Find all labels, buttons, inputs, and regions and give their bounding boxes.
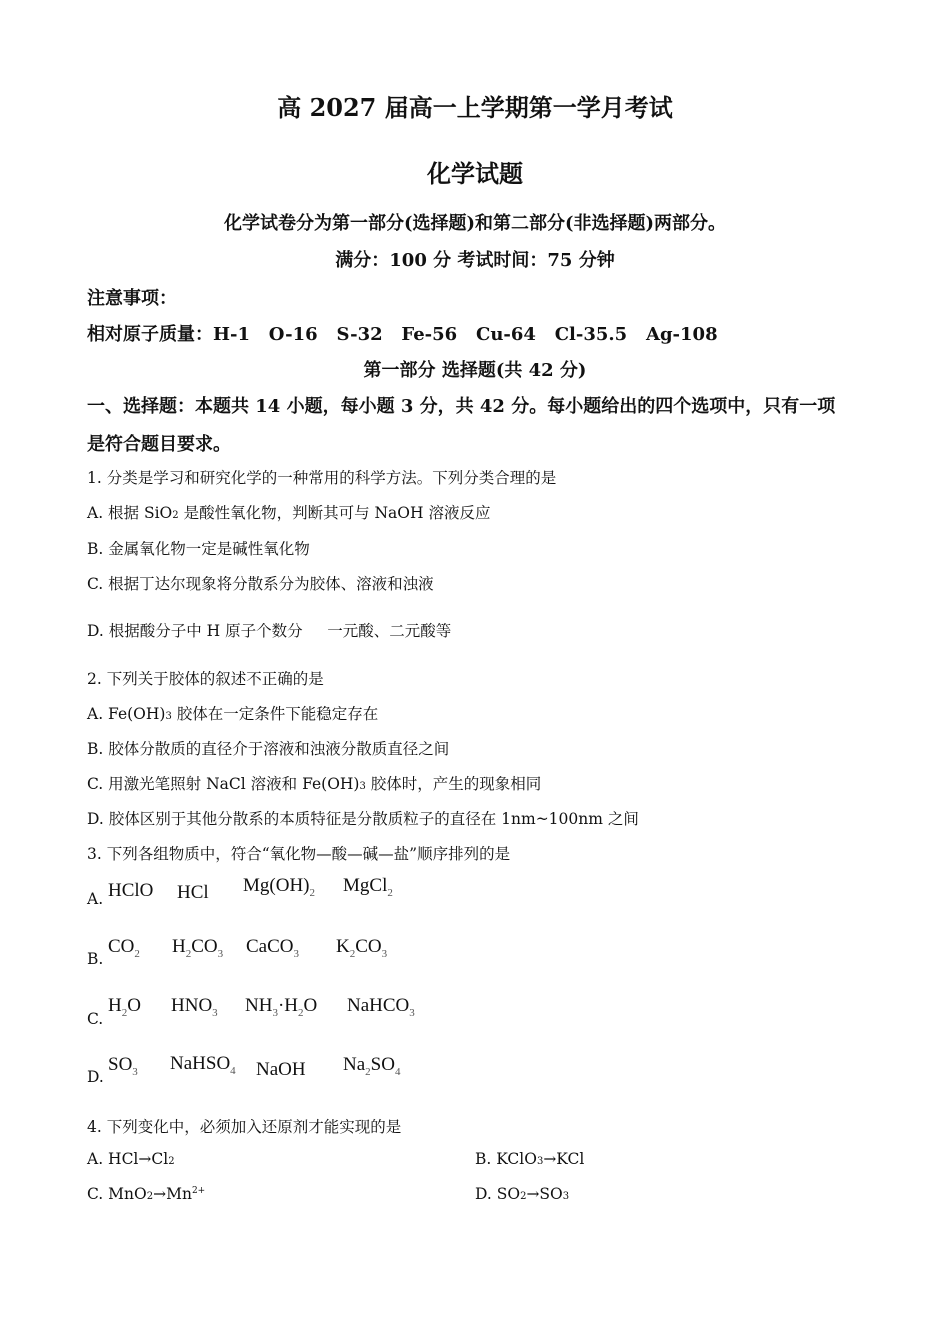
notes-label: 注意事项： — [87, 288, 177, 309]
q3-c-formula-4: NaHCO$_3$ — [347, 995, 415, 1019]
q2-stem: 2. 下列关于胶体的叙述不正确的是 — [87, 670, 324, 688]
exam-intro: 化学试卷分为第一部分(选择题)和第二部分(非选择题)两部分。 — [223, 213, 727, 234]
subject-title: 化学试题 — [427, 159, 523, 188]
q3-stem: 3. 下列各组物质中，符合“氧化物—酸—碱—盐”顺序排列的是 — [87, 845, 511, 863]
q3-c-formula-1: $H_2O$ — [108, 995, 141, 1019]
q4-option-d: D. SO2→SO3 — [475, 1185, 570, 1203]
part1-instruction-1: 一、选择题：本题共 14 小题，每小题 3 分，共 42 分。每小题给出的四个选项中，只有一项 — [87, 396, 836, 417]
q4-stem: 4. 下列变化中，必须加入还原剂才能实现的是 — [87, 1118, 402, 1136]
q3-a-formula-1: HClO — [108, 880, 154, 901]
q3-c-formula-2: $HNO_3$ — [171, 995, 218, 1019]
q4-option-c: C. $MnO2\to Mn^{2+}$ — [87, 1185, 206, 1203]
atomic-mass: 相对原子质量：H-1 O-16 S-32 Fe-56 Cu-64 Cl-35.5 Ag-108 — [87, 324, 718, 345]
part1-instruction-2: 是符合题目要求。 — [87, 434, 231, 455]
q4-option-b: B. KClO3→KCl — [475, 1150, 585, 1168]
q3-option-a-label: A. — [87, 890, 104, 908]
score-time: 满分：100 分 考试时间：75 分钟 — [335, 250, 615, 271]
q3-option-c-label: C. — [87, 1010, 104, 1028]
q3-a-formula-2: HCl — [177, 882, 209, 903]
q1-option-c: C. 根据丁达尔现象将分散系分为胶体、溶液和浊液 — [87, 575, 434, 593]
q3-a-formula-3: $Mg(OH)_2$ — [243, 875, 315, 899]
q3-a-formula-4: MgCl$_2$ — [343, 875, 393, 899]
q3-option-d-label: D. — [87, 1068, 104, 1086]
exam-title: 高 2027 届高一上学期第一学月考试 — [277, 93, 673, 122]
q3-b-formula-4: $K_2CO_3$ — [336, 936, 388, 960]
q1-option-a: A. 根据 SiO2 是酸性氧化物，判断其可与 NaOH 溶液反应 — [87, 504, 491, 522]
part1-heading: 第一部分 选择题(共 42 分) — [363, 360, 587, 381]
q3-d-formula-4: $Na_2SO_4$ — [343, 1054, 401, 1078]
q4-option-a: A. HCl→Cl2 — [87, 1150, 175, 1168]
q3-d-formula-2: NaHSO$_4$ — [170, 1053, 236, 1077]
q3-d-formula-3: NaOH — [256, 1059, 306, 1080]
q3-d-formula-1: $SO_3$ — [108, 1054, 138, 1078]
q1-option-d: D. 根据酸分子中 H 原子个数分 一元酸、二元酸等 — [87, 622, 452, 640]
q2-option-d: D. 胶体区别于其他分散系的本质特征是分散质粒子的直径在 1nm~100nm 之间 — [87, 810, 639, 828]
q3-c-formula-3: $NH_3\cdot H_2O$ — [245, 995, 318, 1019]
q2-option-b: B. 胶体分散质的直径介于溶液和浊液分散质直径之间 — [87, 740, 450, 758]
q3-option-b-label: B. — [87, 950, 104, 968]
q3-b-formula-3: CaCO$_3$ — [246, 936, 299, 960]
q2-option-c: C. 用激光笔照射 NaCl 溶液和 Fe(OH)3 胶体时，产生的现象相同 — [87, 775, 542, 793]
q3-b-formula-1: $CO_2$ — [108, 936, 140, 960]
q1-stem: 1. 分类是学习和研究化学的一种常用的科学方法。下列分类合理的是 — [87, 469, 557, 487]
q1-option-b: B. 金属氧化物一定是碱性氧化物 — [87, 540, 310, 558]
q3-b-formula-2: $H_2CO_3$ — [172, 936, 224, 960]
q2-option-a: A. Fe(OH)3 胶体在一定条件下能稳定存在 — [87, 705, 379, 723]
